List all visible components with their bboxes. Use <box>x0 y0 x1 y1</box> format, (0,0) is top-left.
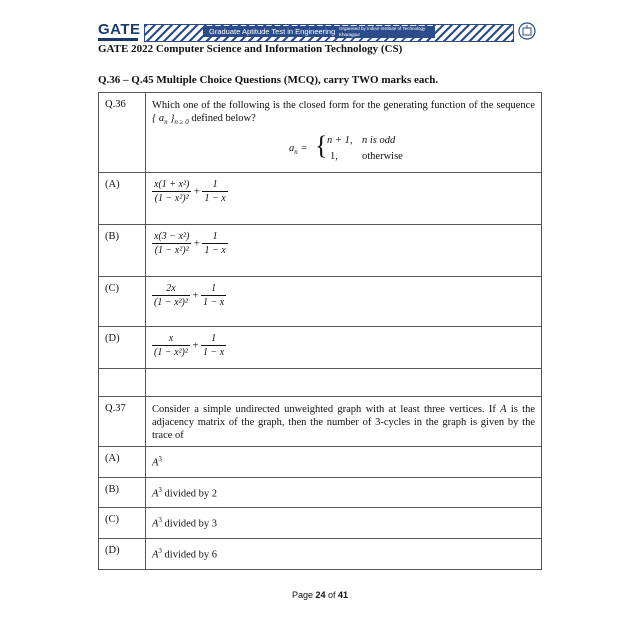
option-d: $\frac{x}{\text{(1 − x²)²}}$ + $\frac{1}{1 - x}$ <box>146 327 542 369</box>
question-text: Consider a simple undirected unweighted graph with at least three vertices. If A is the adjacency matrix of the graph, then the number of 3-cycles in the graph is given by the trace of <box>146 397 542 447</box>
case2-cond: otherwise <box>362 151 403 163</box>
question-text <box>146 93 542 173</box>
case1-cond: n is odd <box>362 135 396 147</box>
question-number: Q.36 <box>99 93 146 173</box>
page-footer: Page 24 of 41 <box>291 590 349 600</box>
option-b: $\frac{\text{x(3 − x²)}}{\text{(1 − x²)²}}$ + $\frac{1}{1 - x}$ <box>146 225 542 277</box>
option-c: $A^3$ divided by 3 <box>146 508 542 539</box>
def-lhs: $a_n$ = <box>289 143 308 157</box>
institute-emblem-icon <box>518 22 536 40</box>
question-text-start: Which one of the following is the closed form for the generating function of the sequence <box>152 100 535 111</box>
option-a: $A^3$ <box>146 447 542 478</box>
banner-title: Graduate Aptitude Test in Engineering <box>203 26 341 37</box>
brace: { <box>315 131 328 161</box>
option-row <box>99 277 542 327</box>
option-b: $A^3$ divided by 2 <box>146 478 542 508</box>
sequence-symbol: { $a_n$ }$_{n \ge 0}$ <box>152 113 189 127</box>
question-row <box>99 93 542 173</box>
case1-value: n + 1, <box>327 135 353 147</box>
option-row <box>99 447 542 478</box>
piecewise-definition <box>152 129 535 165</box>
option-row <box>99 539 542 570</box>
option-label: (B) <box>99 225 146 277</box>
question-number: Q.37 <box>99 397 146 447</box>
question-row <box>99 397 542 447</box>
option-row <box>99 225 542 277</box>
case2-value: 1, <box>330 151 338 163</box>
option-label: (C) <box>99 277 146 327</box>
option-row <box>99 173 542 225</box>
option-label: (B) <box>99 478 146 508</box>
option-label: (D) <box>99 327 146 369</box>
option-c: $\frac{2x}{\text{(1 − x²)²}}$ + $\frac{1}{1 - x}$ <box>146 277 542 327</box>
option-row <box>99 478 542 508</box>
option-label: (D) <box>99 539 146 570</box>
banner-org: Organised by Indian Institute of Technology Kharagpur <box>335 26 435 38</box>
gate-logo <box>98 22 144 42</box>
option-row <box>99 327 542 369</box>
question-table <box>98 92 542 570</box>
header-banner <box>144 24 514 42</box>
option-label: (A) <box>99 447 146 478</box>
logo-text: GATE <box>98 21 141 38</box>
question-text-end: defined below? <box>191 113 256 124</box>
spacer-row <box>99 369 542 397</box>
option-row <box>99 508 542 539</box>
option-a: $\frac{\text{x(1 + x²)}}{\text{(1 − x²)²}}$ + $\frac{1}{1 - x}$ <box>146 173 542 225</box>
option-d: $A^3$ divided by 6 <box>146 539 542 570</box>
option-label: (C) <box>99 508 146 539</box>
option-label: (A) <box>99 173 146 225</box>
section-title: Q.36 – Q.45 Multiple Choice Questions (MCQ), carry TWO marks each. <box>98 74 439 86</box>
paper-title: GATE 2022 Computer Science and Information Technology (CS) <box>98 43 403 55</box>
